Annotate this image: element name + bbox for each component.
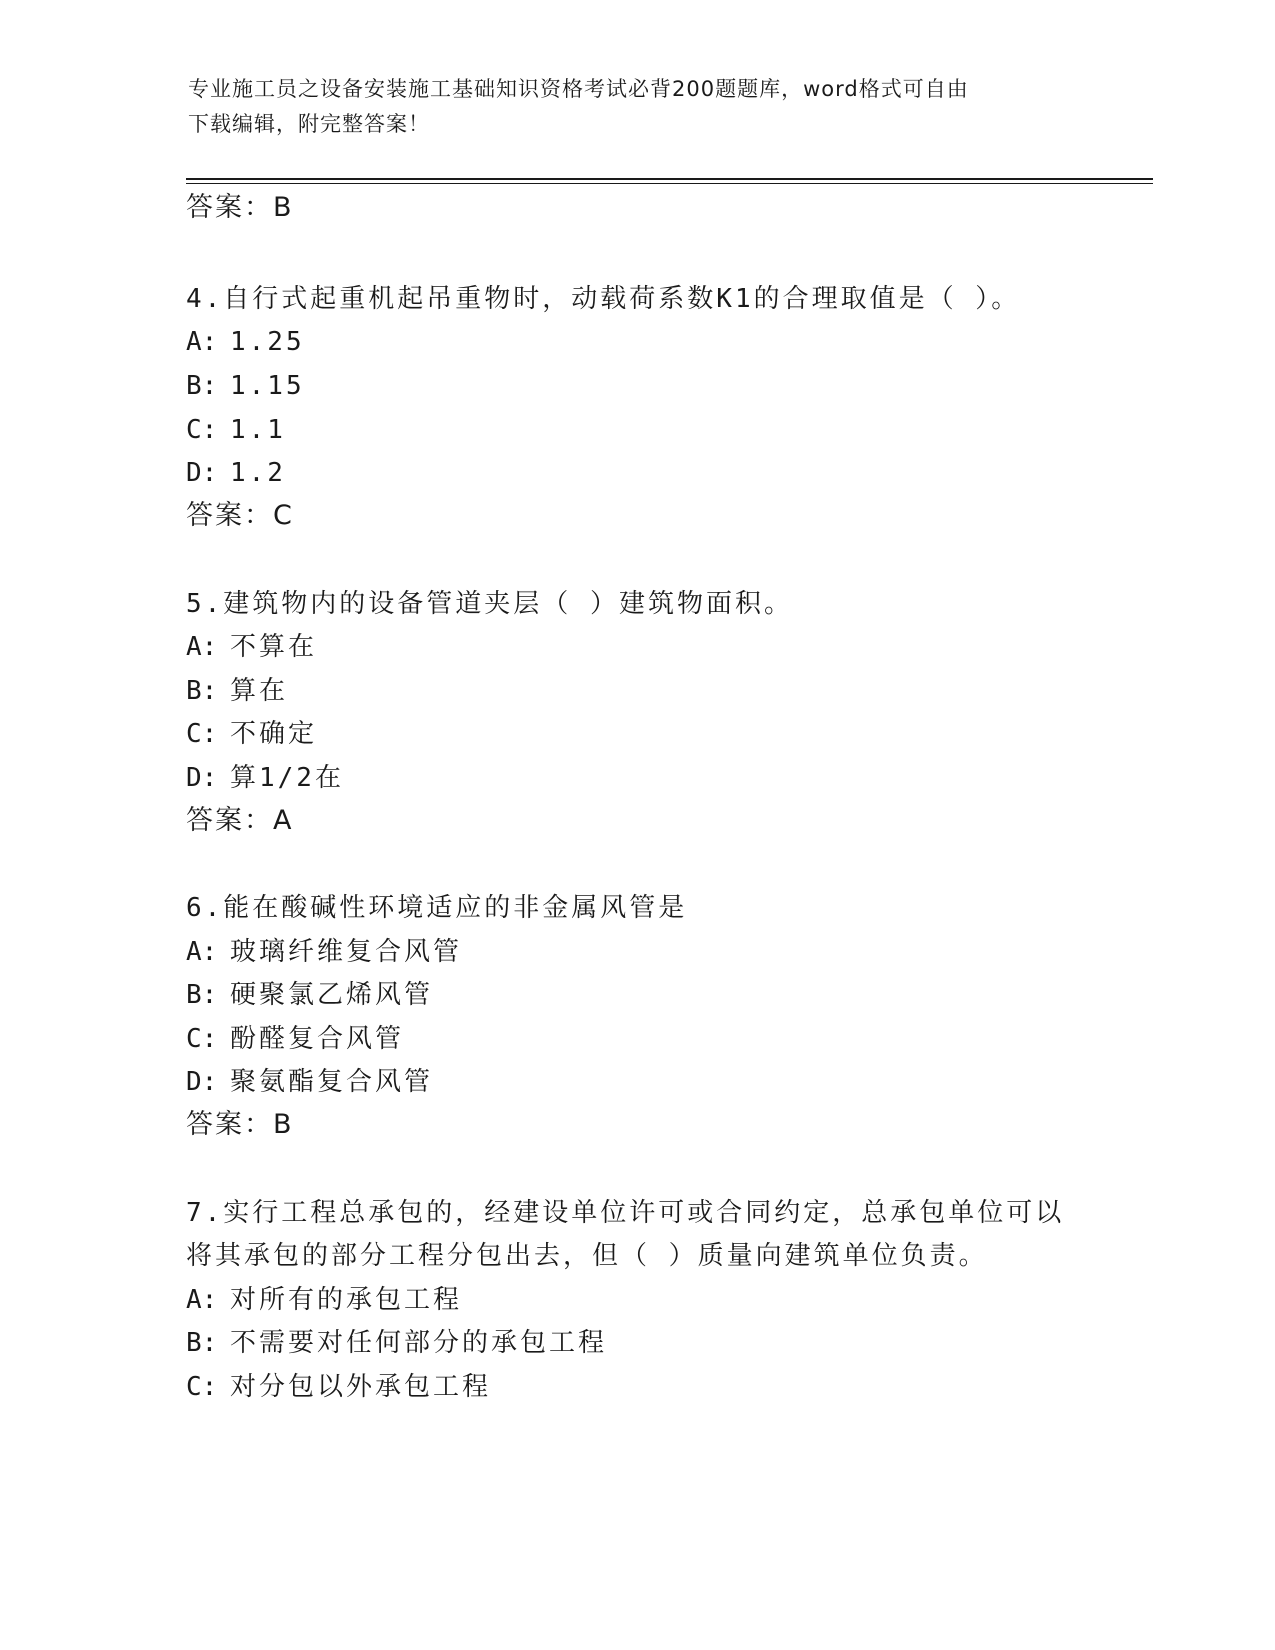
question-4-option-c: [186, 412, 286, 448]
question-6-option-b: [186, 977, 433, 1013]
question-4-stem: 4.自行式起重机起吊重物时，动载荷系数K1的合理取值是（ ）。: [186, 284, 1021, 314]
option-text: 不需要对任何部分的承包工程: [230, 1328, 608, 1358]
question-7-option-b: [186, 1325, 607, 1361]
question-6-option-a: [186, 934, 462, 970]
question-4-option-b: [186, 368, 305, 404]
option-text: 不确定: [230, 719, 318, 749]
option-text: 1.2: [230, 458, 286, 488]
option-text: 1.1: [230, 415, 286, 445]
question-5-option-d: [186, 760, 344, 796]
question-7-stem-line-2: 将其承包的部分工程分包出去，但（ ）质量向建筑单位负责。: [186, 1241, 988, 1271]
option-text: 算1/2在: [230, 763, 344, 793]
option-key: D:: [186, 763, 218, 793]
question-7-option-a: [186, 1282, 462, 1318]
option-key: A:: [186, 327, 218, 357]
option-text: 1.25: [230, 327, 305, 357]
header-line-1: 专业施工员之设备安装施工基础知识资格考试必背200题题库，word格式可自由: [188, 77, 969, 101]
header-rule-thin: [186, 183, 1153, 184]
question-7-option-c: [186, 1369, 491, 1405]
document-header: [188, 72, 1088, 142]
option-key: C:: [186, 719, 218, 749]
option-key: A:: [186, 937, 218, 967]
header-rule-thick: [186, 178, 1153, 180]
option-text: 玻璃纤维复合风管: [230, 937, 463, 967]
answer-q6: 答案：B: [186, 1109, 294, 1140]
question-4-option-d: [186, 455, 286, 491]
option-key: C:: [186, 415, 218, 445]
question-5-option-c: [186, 716, 317, 752]
option-key: C:: [186, 1372, 218, 1402]
question-5-option-a: [186, 629, 317, 665]
question-7-stem-line-1: 7.实行工程总承包的，经建设单位许可或合同约定，总承包单位可以: [186, 1198, 1065, 1228]
option-key: B:: [186, 980, 218, 1010]
option-key: B:: [186, 1328, 218, 1358]
answer-q4: 答案：C: [186, 500, 294, 531]
answer-q3: 答案：B: [186, 192, 294, 223]
option-key: B:: [186, 676, 218, 706]
option-text: 对分包以外承包工程: [230, 1372, 492, 1402]
option-text: 聚氨酯复合风管: [230, 1067, 434, 1097]
option-text: 不算在: [230, 632, 318, 662]
option-key: D:: [186, 1067, 218, 1097]
answer-q5: 答案：A: [186, 805, 294, 836]
option-key: A:: [186, 632, 218, 662]
option-key: C:: [186, 1024, 218, 1054]
option-text: 算在: [230, 676, 289, 706]
question-4-option-a: [186, 324, 305, 360]
question-6-option-c: [186, 1021, 404, 1057]
option-text: 1.15: [230, 371, 305, 401]
option-key: A:: [186, 1285, 218, 1315]
header-line-2: 下载编辑，附完整答案！: [188, 112, 430, 136]
question-5-stem: 5.建筑物内的设备管道夹层（ ）建筑物面积。: [186, 589, 793, 619]
question-6-stem: 6.能在酸碱性环境适应的非金属风管是: [186, 893, 688, 923]
option-text: 硬聚氯乙烯风管: [230, 980, 434, 1010]
question-6-option-d: [186, 1064, 433, 1100]
question-5-option-b: [186, 673, 288, 709]
option-text: 对所有的承包工程: [230, 1285, 463, 1315]
option-key: D:: [186, 458, 218, 488]
option-key: B:: [186, 371, 218, 401]
option-text: 酚醛复合风管: [230, 1024, 405, 1054]
